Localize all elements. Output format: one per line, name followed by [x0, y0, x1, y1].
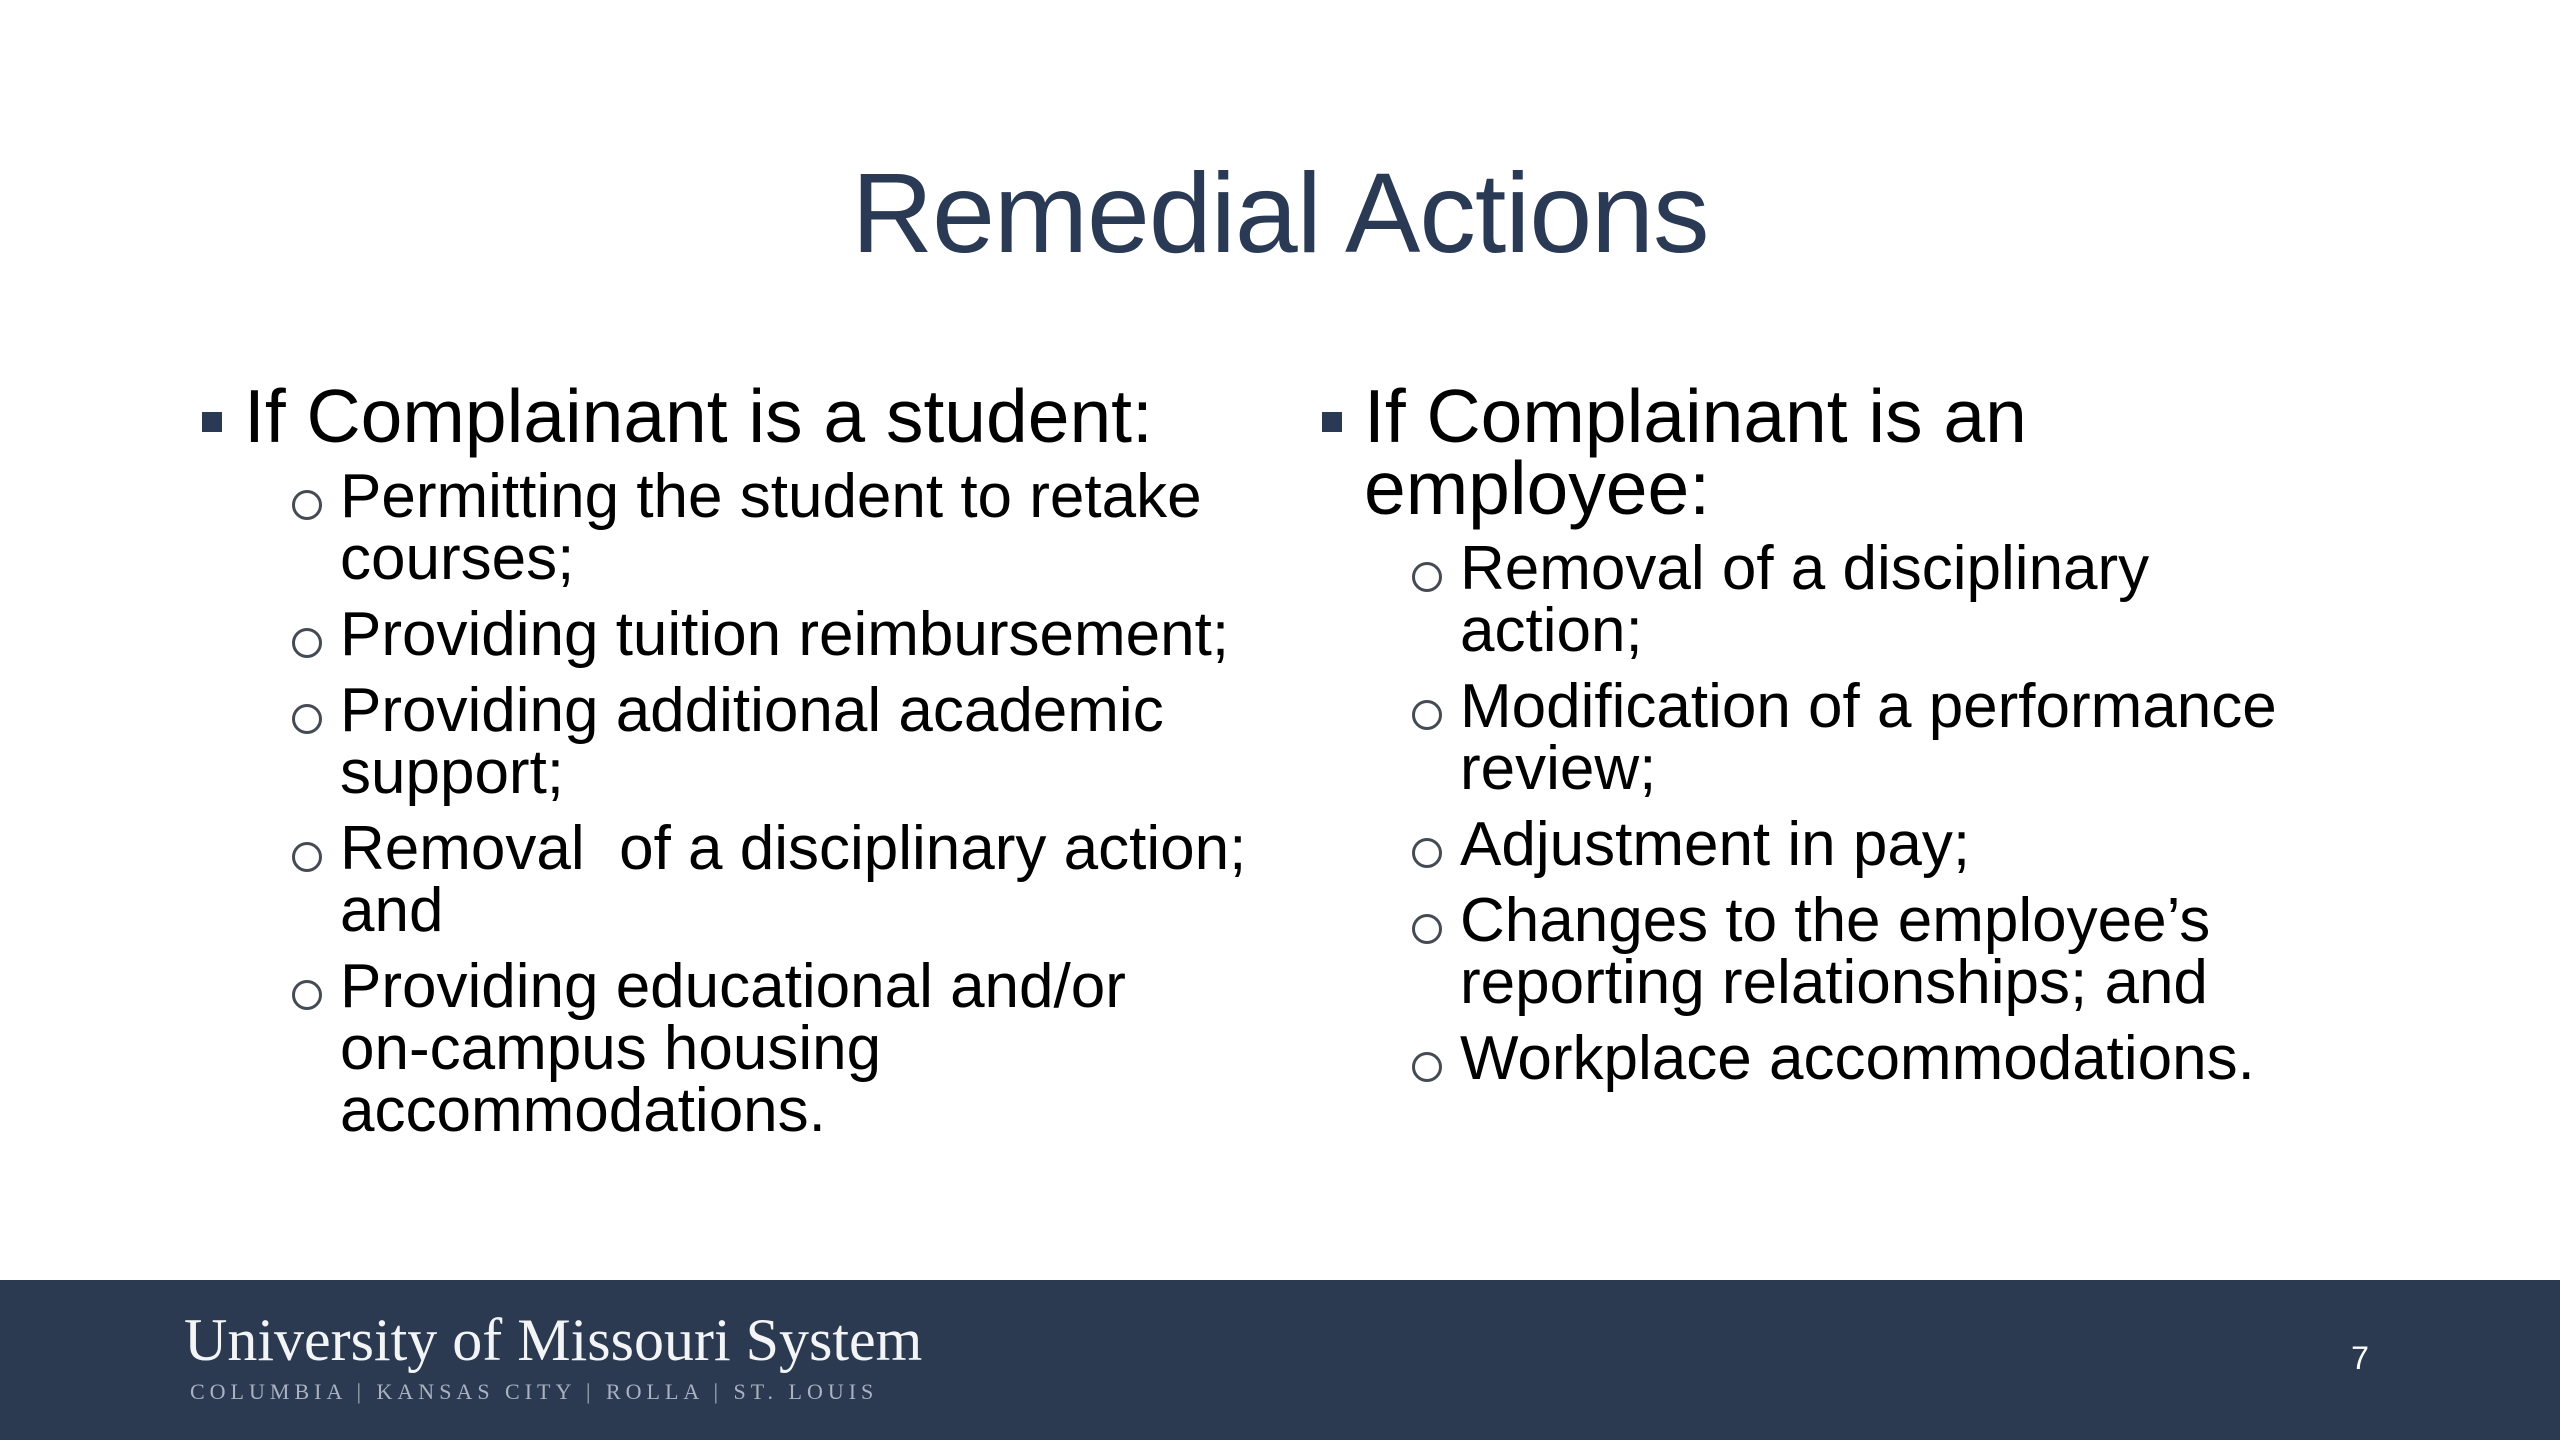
circle-bullet-icon — [1412, 562, 1442, 592]
right-column-heading — [1316, 374, 2096, 530]
circle-bullet-icon — [292, 842, 322, 872]
left-item-list — [196, 462, 1276, 1145]
list-item — [292, 814, 1276, 945]
right-item-list — [1316, 534, 2436, 1093]
right-heading-text: If Complainant is an employee: — [1364, 374, 2027, 530]
slide-title: Remedial Actions — [851, 150, 1709, 276]
circle-bullet-icon — [1412, 914, 1442, 944]
university-logo-wordmark: University of Missouri System — [184, 1307, 923, 1373]
circle-bullet-icon — [292, 980, 322, 1010]
list-item-text: Removal of a disciplinary action; and — [340, 814, 1264, 945]
list-item-text: Providing additional academic support; — [340, 676, 1164, 807]
list-item — [292, 462, 1276, 593]
page-number: 7 — [2351, 1340, 2369, 1376]
list-item-text: Providing educational and/or on-campus housing accommodations. — [340, 952, 1126, 1145]
circle-bullet-icon — [1412, 1052, 1442, 1082]
list-item-text: Removal of a disciplinary action; — [1460, 534, 2150, 665]
square-bullet-icon — [1322, 412, 1342, 432]
list-item — [1412, 886, 2436, 1017]
circle-bullet-icon — [292, 704, 322, 734]
list-item — [292, 952, 1276, 1145]
list-item — [1412, 534, 2436, 665]
list-item-text: Modification of a performance review; — [1460, 672, 2277, 803]
circle-bullet-icon — [1412, 838, 1442, 868]
footer-bar — [0, 1280, 2560, 1440]
list-item — [292, 676, 1276, 807]
list-item-text: Adjustment in pay; — [1460, 810, 1971, 879]
list-item — [1412, 672, 2436, 803]
campus-list: COLUMBIA | KANSAS CITY | ROLLA | ST. LOUIS — [190, 1379, 879, 1404]
list-item-text: Providing tuition reimbursement; — [340, 600, 1230, 669]
circle-bullet-icon — [1412, 700, 1442, 730]
left-column — [196, 374, 1276, 1156]
list-item-text: Changes to the employee’s reporting relationships; and — [1460, 886, 2211, 1017]
right-column — [1316, 374, 2436, 1104]
list-item — [292, 600, 1276, 669]
circle-bullet-icon — [292, 490, 322, 520]
list-item-text: Workplace accommodations. — [1460, 1024, 2255, 1093]
list-item-text: Permitting the student to retake courses; — [340, 462, 1202, 593]
square-bullet-icon — [202, 412, 222, 432]
left-column-heading — [196, 374, 1276, 458]
list-item — [1412, 810, 2436, 879]
list-item — [1412, 1024, 2436, 1093]
left-heading-text: If Complainant is a student: — [244, 374, 1153, 458]
circle-bullet-icon — [292, 628, 322, 658]
